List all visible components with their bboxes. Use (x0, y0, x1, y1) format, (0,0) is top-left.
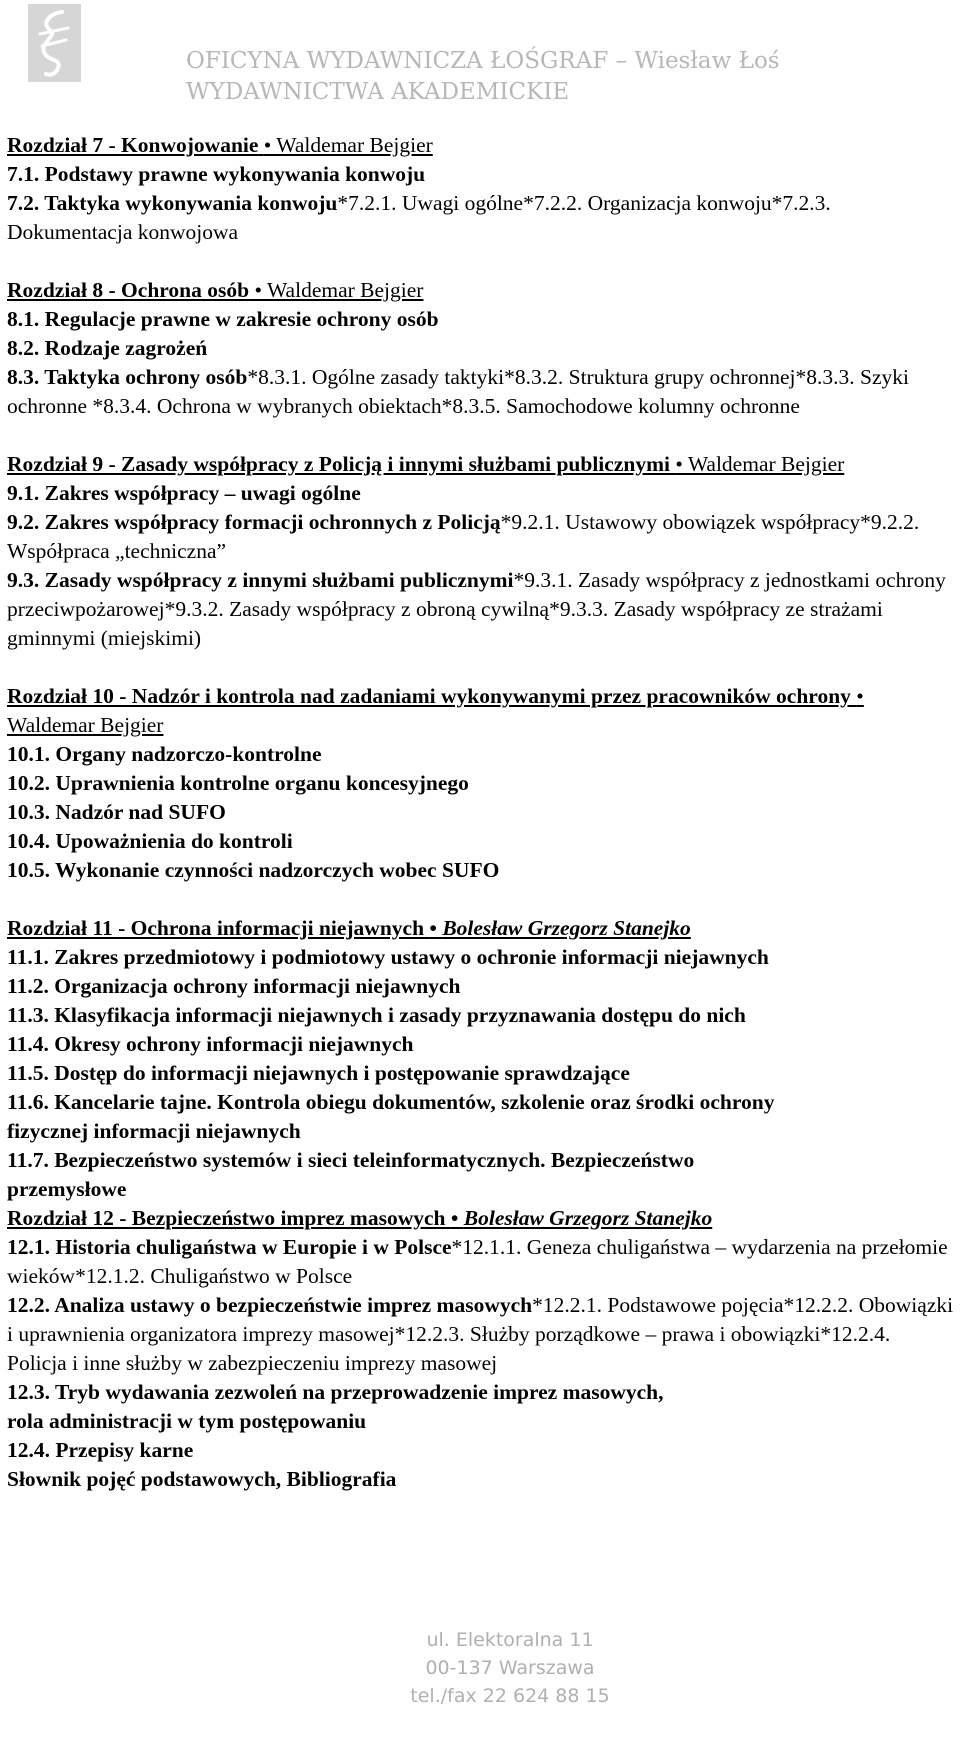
section-7-2-subsections: *7.2.1. Uwagi ogólne*7.2.2. Organizacja konwoju*7.2.3. Dokumentacja konwojowa (7, 191, 831, 244)
chapter-10-heading (7, 684, 864, 737)
chapter-11-heading (7, 916, 691, 940)
address-phone: tel./fax 22 624 88 15 (410, 1685, 610, 1707)
section-9-3-subsections: *9.3.1. Zasady współpracy z jednostkami ochrony przeciwpożarowej*9.3.2. Zasady współpracy z obroną cywilną*9.3.3. Zasady współpracy ze strażami gminnymi (miejskimi) (7, 568, 946, 650)
section-12-1-title: 12.1. Historia chuligaństwa w Europie i w Polsce (7, 1235, 452, 1259)
section-11-5: 11.5. Dostęp do informacji niejawnych i postępowanie sprawdzające (7, 1061, 630, 1085)
section-11-6-line-1: 11.6. Kancelarie tajne. Kontrola obiegu dokumentów, szkolenie oraz środki ochrony (7, 1090, 775, 1114)
section-11-6-line-2: fizycznej informacji niejawnych (7, 1119, 301, 1143)
chapter-12-author: Bolesław Grzegorz Stanejko (463, 1206, 713, 1230)
section-7-2 (7, 189, 955, 247)
glossary-bibliography: Słownik pojęć podstawowych, Bibliografia (7, 1467, 397, 1491)
section-10-2: 10.2. Uprawnienia kontrolne organu koncesyjnego (7, 771, 469, 795)
section-12-1-subsections: *12.1.1. Geneza chuligaństwa – wydarzenia na przełomie wieków*12.1.2. Chuligaństwo w Polsce (7, 1235, 948, 1288)
chapter-8-author: • Waldemar Bejgier (254, 278, 424, 302)
section-12-2 (7, 1291, 955, 1378)
chapter-8-title: Rozdział 8 - Ochrona osób (7, 278, 250, 302)
section-11-4: 11.4. Okresy ochrony informacji niejawnych (7, 1032, 414, 1056)
section-12-3-line-1: 12.3. Tryb wydawania zezwoleń na przeprowadzenie imprez masowych, (7, 1380, 664, 1404)
address-street: ul. Elektoralna 11 (426, 1629, 594, 1651)
publisher-address (410, 1626, 610, 1710)
section-8-2: 8.2. Rodzaje zagrożeń (7, 336, 208, 360)
chapter-7-heading (7, 133, 433, 157)
chapter-12-bullet: • (450, 1206, 459, 1230)
section-9-2-subsections: *9.2.1. Ustawowy obowiązek współpracy*9.2.2. Współpraca „techniczna” (7, 510, 920, 563)
section-11-2: 11.2. Organizacja ochrony informacji niejawnych (7, 974, 461, 998)
address-city: 00-137 Warszawa (425, 1657, 595, 1679)
section-7-1: 7.1. Podstawy prawne wykonywania konwoju (7, 162, 426, 186)
section-8-3-title: 8.3. Taktyka ochrony osób (7, 365, 248, 389)
chapter-7 (7, 131, 955, 247)
chapter-7-author: • Waldemar Bejgier (263, 133, 433, 157)
section-11-7-line-1: 11.7. Bezpieczeństwo systemów i sieci teleinformatycznych. Bezpieczeństwo (7, 1148, 695, 1172)
publisher-subtitle: WYDAWNICTWA AKADEMICKIE (186, 79, 570, 105)
chapter-9 (7, 450, 955, 653)
publisher-logo (28, 4, 81, 82)
chapter-12-title: Rozdział 12 - Bezpieczeństwo imprez masowych (7, 1206, 446, 1230)
chapter-10 (7, 682, 955, 885)
table-of-contents (7, 131, 955, 1494)
section-8-3 (7, 363, 955, 421)
section-12-4: 12.4. Przepisy karne (7, 1438, 194, 1462)
chapter-11 (7, 914, 955, 1204)
section-9-2-title: 9.2. Zakres współpracy formacji ochronnych z Policją (7, 510, 501, 534)
chapter-11-bullet: • (429, 916, 437, 940)
section-9-3-title: 9.3. Zasady współpracy z innymi służbami publicznymi (7, 568, 514, 592)
section-12-3-line-2: rola administracji w tym postępowaniu (7, 1409, 367, 1433)
section-12-1 (7, 1233, 955, 1291)
chapter-9-author: • Waldemar Bejgier (675, 452, 845, 476)
chapter-8-heading (7, 278, 423, 302)
section-9-1: 9.1. Zakres współpracy – uwagi ogólne (7, 481, 361, 505)
section-10-5: 10.5. Wykonanie czynności nadzorczych wobec SUFO (7, 858, 500, 882)
publisher-name: OFICYNA WYDAWNICZA ŁOŚGRAF – Wiesław Łoś (186, 48, 780, 74)
section-8-1: 8.1. Regulacje prawne w zakresie ochrony osób (7, 307, 439, 331)
section-10-4: 10.4. Upoważnienia do kontroli (7, 829, 293, 853)
section-11-7-line-2: przemysłowe (7, 1177, 127, 1201)
chapter-10-author: • Waldemar Bejgier (7, 684, 864, 737)
section-9-2 (7, 508, 955, 566)
section-11-3: 11.3. Klasyfikacja informacji niejawnych i zasady przyznawania dostępu do nich (7, 1003, 746, 1027)
publisher-logo-mark (28, 4, 81, 82)
chapter-12 (7, 1204, 955, 1494)
section-12-2-subsections: *12.2.1. Podstawowe pojęcia*12.2.2. Obowiązki i uprawnienia organizatora imprezy masowej*12.2.3. Służby porządkowe – prawa i obowiązki*12.2.4. Policja i inne służby w zabezpieczeniu imprezy masowej (7, 1293, 954, 1375)
chapter-9-heading (7, 452, 844, 476)
section-12-2-title: 12.2. Analiza ustawy o bezpieczeństwie imprez masowych (7, 1293, 533, 1317)
section-9-3 (7, 566, 955, 653)
chapter-12-heading (7, 1206, 712, 1230)
section-8-3-subsections: *8.3.1. Ogólne zasady taktyki*8.3.2. Struktura grupy ochronnej*8.3.3. Szyki ochronne *8.3.4. Ochrona w wybranych obiektach*8.3.5. Samochodowe kolumny ochronne (7, 365, 909, 418)
chapter-11-title: Rozdział 11 - Ochrona informacji niejawnych (7, 916, 425, 940)
chapter-10-title: Rozdział 10 - Nadzór i kontrola nad zadaniami wykonywanymi przez pracowników ochrony (7, 684, 851, 708)
chapter-8 (7, 276, 955, 421)
chapter-11-author: Bolesław Grzegorz Stanejko (442, 916, 691, 940)
chapter-7-title: Rozdział 7 - Konwojowanie (7, 133, 259, 157)
section-10-3: 10.3. Nadzór nad SUFO (7, 800, 226, 824)
section-7-2-title: 7.2. Taktyka wykonywania konwoju (7, 191, 338, 215)
chapter-9-title: Rozdział 9 - Zasady współpracy z Policją i innymi służbami publicznymi (7, 452, 670, 476)
section-11-1: 11.1. Zakres przedmiotowy i podmiotowy ustawy o ochronie informacji niejawnych (7, 945, 769, 969)
section-10-1: 10.1. Organy nadzorczo-kontrolne (7, 742, 322, 766)
publisher-header (186, 46, 946, 108)
